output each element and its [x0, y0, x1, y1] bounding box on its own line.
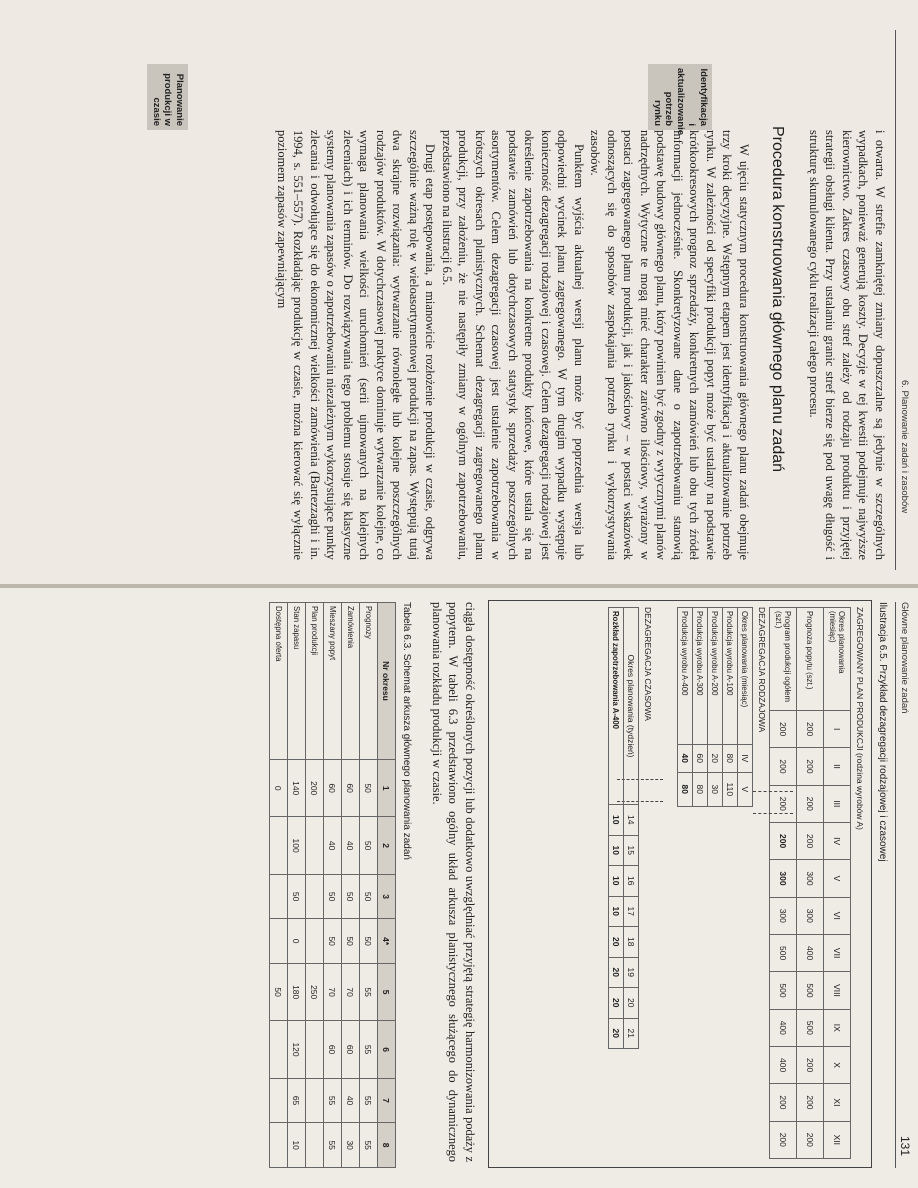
row-label: Plan produkcji: [306, 603, 324, 760]
table-63: [269, 602, 396, 1168]
table-cell: 55: [360, 1021, 378, 1078]
table-row: [708, 608, 723, 807]
table-cell: [306, 1021, 324, 1078]
table-cell: 200: [797, 1084, 824, 1121]
table-header-row: [624, 608, 639, 1049]
table-cell: 55: [360, 1123, 378, 1168]
table-cell: 10: [609, 866, 624, 897]
table-cell: [270, 874, 288, 919]
table-cell: 60: [324, 760, 342, 817]
table-cell: 200: [770, 711, 797, 748]
week-cell: 21: [624, 1018, 639, 1049]
period-cell: 5: [378, 963, 396, 1020]
row-label: Produkcja wyrobu A-400: [678, 608, 693, 745]
month-cell: II: [824, 748, 851, 785]
table-cell: 55: [360, 1078, 378, 1123]
table-cell: 10: [288, 1123, 306, 1168]
table-cell: 20: [708, 745, 723, 773]
row-label: Prognozy: [360, 603, 378, 760]
table-cell: 55: [360, 963, 378, 1020]
margin-note-identification: Identyfikacja i aktualizowanie potrzeb rynku: [649, 64, 713, 130]
type-disaggregation-table: [677, 607, 753, 807]
table-cell: 40: [342, 1078, 360, 1123]
table-cell: 120: [288, 1021, 306, 1078]
month-cell: VIII: [824, 972, 851, 1009]
month-cell: IV: [824, 822, 851, 859]
period-cell: 6: [378, 1021, 396, 1078]
month-cell: VII: [824, 934, 851, 971]
illustration-frame: [488, 600, 872, 1168]
row-label: Rozkład zapotrzebowania A-400: [609, 608, 624, 805]
week-cell: 16: [624, 866, 639, 897]
table-cell: 50: [270, 963, 288, 1020]
row-label: Stan zapasu: [288, 603, 306, 760]
table-cell: 60: [693, 745, 708, 773]
table-cell: 400: [770, 1046, 797, 1083]
table-cell: 400: [770, 1009, 797, 1046]
header-label: Okres planowania (tydzień): [624, 608, 639, 805]
table-row: [360, 603, 378, 1168]
table-cell: [306, 1078, 324, 1123]
month-cell: VI: [824, 897, 851, 934]
table-cell: 80: [693, 772, 708, 806]
table-cell: 60: [324, 1021, 342, 1078]
table-cell: 10: [609, 896, 624, 927]
aggregate-plan-heading: ZAGREGOWANY PLAN PRODUKCJI (rodzina wyrobów A): [855, 607, 865, 830]
running-head: Główne planowanie zadań: [899, 602, 910, 714]
intro-paragraph: [806, 130, 889, 560]
table-cell: 50: [324, 919, 342, 964]
table-row: [693, 608, 708, 807]
month-cell: XII: [824, 1121, 851, 1158]
month-cell: IV: [738, 745, 753, 773]
table-cell: 300: [770, 897, 797, 934]
table-cell: 10: [609, 805, 624, 836]
table-cell: 0: [270, 760, 288, 817]
table-row: [288, 603, 306, 1168]
header-rule: [895, 602, 896, 1168]
table-cell: 400: [797, 934, 824, 971]
illustration-title: Ilustracja 6.5. Przykład dezagregacji rodzajowej i czasowej: [877, 602, 888, 862]
table-cell: [270, 817, 288, 874]
table-row: [270, 603, 288, 1168]
row-label: Program produkcji ogółem (szt.): [770, 608, 797, 711]
right-body-text: [429, 602, 479, 1162]
table-cell: 250: [306, 963, 324, 1020]
connector-line: [753, 791, 793, 792]
table-cell: 300: [770, 860, 797, 897]
table-cell: 180: [288, 963, 306, 1020]
table-cell: 500: [770, 972, 797, 1009]
table-cell: [270, 1078, 288, 1123]
row-label: Zamówienia: [342, 603, 360, 760]
week-cell: 14: [624, 805, 639, 836]
table-cell: 20: [609, 1018, 624, 1049]
table-cell: 40: [324, 817, 342, 874]
table-cell: 200: [770, 785, 797, 822]
table-cell: 50: [360, 919, 378, 964]
row-label: Produkcja wyrobu A-300: [693, 608, 708, 745]
table-row: [723, 608, 738, 807]
table-cell: 50: [360, 874, 378, 919]
week-cell: 18: [624, 927, 639, 958]
table-cell: 30: [342, 1123, 360, 1168]
table-cell: 65: [288, 1078, 306, 1123]
paragraph-2: Punktem wyjścia aktualnej wersji planu może być poprzednia wersja lub odpowiedni wycinek planu zagregowanego. W tym drugim wypadku występuje konieczność dezagregacji rodzajowej i czasowej. Celem dezagregacji rodzajowej jest określenie zapotrzebowania na konkretne produkty końcowe, które ustala się na podstawie zamówień lub dotychczasowych statystyk sprzedaży poszczególnych asortymentów. Celem dezagregacji czasowej jest ustalenie zapotrzebowania w krótszych okresach planistycznych. Schemat dezagregacji zagregowanego planu produkcji, przy założeniu, że nie następiły zmiany w ogólnym zapotrzebowaniu, przedstawiono na ilustracji 6.5.: [440, 130, 586, 560]
table-cell: 200: [770, 1121, 797, 1158]
time-disaggregation-table: [608, 607, 639, 1049]
row-label: Produkcja wyrobu A-200: [708, 608, 723, 745]
right-page: [0, 588, 918, 1188]
table-cell: 10: [609, 835, 624, 866]
table-row: [678, 608, 693, 807]
table-cell: 50: [342, 874, 360, 919]
table-cell: 20: [609, 957, 624, 988]
table-cell: 40: [678, 745, 693, 773]
row-label: Produkcja wyrobu A-100: [723, 608, 738, 745]
table-cell: [270, 919, 288, 964]
table-cell: 200: [797, 822, 824, 859]
month-cell: III: [824, 785, 851, 822]
table-cell: 200: [306, 760, 324, 817]
week-cell: 17: [624, 896, 639, 927]
table-cell: 300: [797, 860, 824, 897]
table-63-title: Tabela 6.3. Schemat arkusza głównego planowania zadań: [401, 602, 412, 860]
table-row: [609, 608, 624, 1049]
table-cell: 50: [324, 874, 342, 919]
table-cell: 20: [609, 988, 624, 1019]
paragraph-3: Drugi etap postępowania, a mianowicie rozłożenie produkcji w czasie, odgrywa szczególnie ważną rolę w wieloasortymentowej produkcji na zapas. Występują tutaj dwa skrajne rozwiązania: wytwarzanie równoległe lub kolejne poszczególnych rodzajów produktów. W dotychczasowej praktyce dominuje wytwarzanie kolejne, co wymaga planowania wielkości uruchomień (serii ujmowanych na kolejnych zleceniach) i ich terminów. Do rozwiązywania tego problemu stosuje się klasyczne systemy planowania zapasów o zapotrzebowaniu niezależnym wykorzystujące punkty zlecania i odwołujące się do ekonomicznej wielkości zamówienia (Bartezzaghi i in. 1994, s. 551–557). Rozkładając produkcję w czasie, można kierować się wyłącznie poziomem zapasów zapewniającym: [275, 130, 438, 560]
table-cell: 200: [797, 1046, 824, 1083]
table-cell: 500: [797, 972, 824, 1009]
month-cell: X: [824, 1046, 851, 1083]
table-row: [342, 603, 360, 1168]
table-row: [797, 608, 824, 1159]
table-cell: 50: [288, 874, 306, 919]
period-cell: 3: [378, 874, 396, 919]
type-disaggregation-heading: DEZAGREGACJA RODZAJOWA: [757, 607, 767, 733]
table-cell: 80: [678, 772, 693, 806]
table-cell: 200: [797, 1121, 824, 1158]
table-cell: 300: [797, 897, 824, 934]
period-cell: 4*: [378, 919, 396, 964]
week-cell: 19: [624, 957, 639, 988]
table-cell: 70: [342, 963, 360, 1020]
table-cell: [306, 1123, 324, 1168]
table-cell: 200: [797, 711, 824, 748]
table-cell: [270, 1021, 288, 1078]
table-cell: 40: [342, 817, 360, 874]
table-cell: 30: [708, 772, 723, 806]
period-cell: 2: [378, 817, 396, 874]
period-cell: 7: [378, 1078, 396, 1123]
table-cell: 500: [770, 934, 797, 971]
table-cell: 50: [360, 817, 378, 874]
table-cell: 55: [324, 1123, 342, 1168]
month-cell: V: [738, 772, 753, 806]
table-cell: 200: [770, 822, 797, 859]
table-cell: 100: [288, 817, 306, 874]
section-heading: Procedura konstruowania głównego planu zadań: [769, 126, 786, 473]
month-cell: V: [824, 860, 851, 897]
table-cell: 20: [609, 927, 624, 958]
table-row: [770, 608, 797, 1159]
table-cell: 200: [797, 748, 824, 785]
connector-line: [753, 813, 793, 814]
month-cell: I: [824, 711, 851, 748]
header-label: Okres planowania (miesiąc): [824, 608, 851, 711]
paragraph-1: W ujęciu statycznym procedura konstruowania głównego planu zadań obejmuje trzy kroki decyzyjne. Wstępnym etapem jest identyfikacja i aktualizowanie potrzeb rynku. W zależności od specyfiki produkcji popyt może być ustalany na podstawie krótkookresowych prognoz sprzedaży, konkretnych zamówień lub obu tych źródeł informacji jednocześnie. Skonkretyzowane dane o zapotrzebowaniu stanowią podstawę budowy głównego planu, który powinien być zgodny z wytycznymi planów nadrzędnych. Wytyczne te mogą mieć charakter zarówno ilościowy, wyrażony w postaci zagregowanego planu produkcji, jak i jakościowy – w postaci wskazówek odnoszących się do sposobów zaspokajania potrzeb rynku i wykorzystywania zasobów.: [588, 130, 751, 560]
table-cell: 0: [288, 919, 306, 964]
table-row: [306, 603, 324, 1168]
table-header-row: [738, 608, 753, 807]
period-cell: 8: [378, 1123, 396, 1168]
table-row: [324, 603, 342, 1168]
margin-note-production-timing: Planowanie produkcji w czasie: [148, 64, 189, 130]
row-label: Mieszany popyt: [324, 603, 342, 760]
month-cell: XI: [824, 1084, 851, 1121]
table-cell: 70: [324, 963, 342, 1020]
table-cell: [306, 817, 324, 874]
header-rule: [895, 30, 896, 570]
row-label: Dostępna oferta: [270, 603, 288, 760]
left-page: [0, 0, 918, 584]
table-cell: 55: [324, 1078, 342, 1123]
table-cell: 60: [342, 760, 360, 817]
header-label: Okres planowania (miesiąc): [738, 608, 753, 745]
running-head: 6. Planowanie zadań i zasobów: [899, 380, 910, 514]
table-header-row: [378, 603, 396, 1168]
table-cell: 110: [723, 772, 738, 806]
body-paragraph: ciągła dostępność określonych pozycji lub dodatkowo uwzględniać przyjętą strategię harmonizowania podaży z popytem. W tabeli 6.3 przedstawiono ogólny układ arkusza planistycznego służącego do dynamicznego planowania rozkładu produkcji w czasie.: [430, 602, 477, 1162]
week-cell: 20: [624, 988, 639, 1019]
month-cell: IX: [824, 1009, 851, 1046]
table-cell: [306, 874, 324, 919]
table-cell: 60: [342, 1021, 360, 1078]
table-cell: 200: [770, 1084, 797, 1121]
table-cell: 80: [723, 745, 738, 773]
week-cell: 15: [624, 835, 639, 866]
header-label: Nr okresu: [378, 603, 396, 760]
table-cell: [270, 1123, 288, 1168]
period-cell: 1: [378, 760, 396, 817]
aggregate-plan-table: [769, 607, 851, 1159]
table-cell: 50: [342, 919, 360, 964]
table-header-row: [824, 608, 851, 1159]
table-cell: 140: [288, 760, 306, 817]
table-cell: 200: [770, 748, 797, 785]
table-cell: 200: [797, 785, 824, 822]
time-disaggregation-heading: DEZAGREGACJA CZASOWA: [643, 607, 653, 721]
table-cell: 50: [360, 760, 378, 817]
table-cell: [306, 919, 324, 964]
body-text: [274, 130, 753, 560]
table-cell: 500: [797, 1009, 824, 1046]
intro-text: i otwarta. W strefie zamkniętej zmiany dopuszczalne są jedynie w szczególnych wypadkach, ponieważ generują koszty. Decyzje w tej kwestii podejmuje najwyższe kierownictwo. Zakres czasowy obu stref zależy od rodzaju produktu i przyjętej strategii obsługi klienta. Przy ustalaniu granic stref bierze się pod uwagę długość i strukturę skumulowanego cyklu realizacji całego procesu.: [807, 130, 887, 560]
row-label: Prognoza popytu (szt.): [797, 608, 824, 711]
page-number: 131: [898, 1136, 912, 1157]
